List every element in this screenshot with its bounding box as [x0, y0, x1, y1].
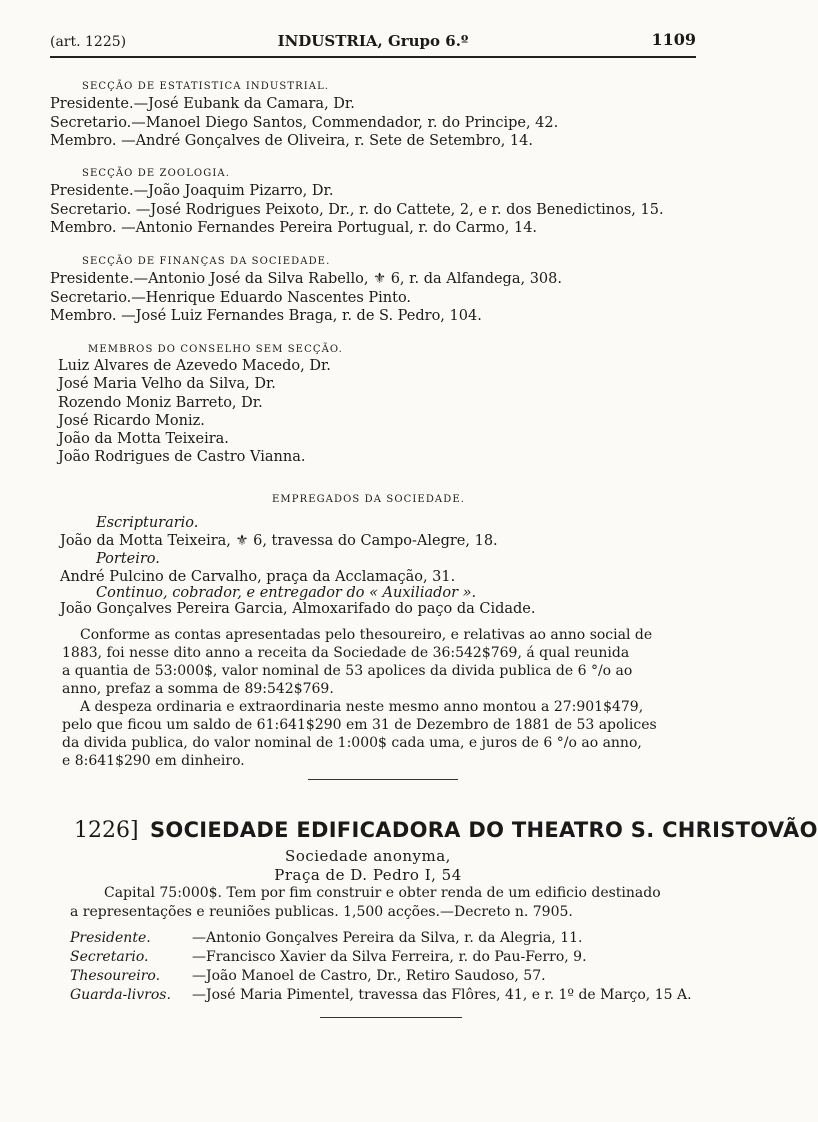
- officer-row: [70, 930, 692, 949]
- entry-number: 1226]: [74, 818, 139, 843]
- officer-row: [70, 987, 692, 1006]
- paragraph-line: anno, prefaz a somma de 89:542$769.: [62, 681, 334, 697]
- officer-role: Secretario.: [70, 949, 149, 965]
- member-line: Luiz Alvares de Azevedo Macedo, Dr.: [58, 358, 331, 374]
- paragraph-line: da divida publica, do valor nominal de 1:000$ cada uma, e juros de 6 °/o ao anno,: [62, 735, 642, 751]
- member-line: Presidente.—José Eubank da Camara, Dr.: [50, 96, 355, 112]
- paragraph-line: Conforme as contas apresentadas pelo thesoureiro, e relativas ao anno social de: [80, 627, 653, 643]
- role-label: Continuo, cobrador, e entregador do « Auxiliador ».: [96, 585, 477, 601]
- member-line: Presidente.—João Joaquim Pizarro, Dr.: [50, 183, 334, 199]
- member-line: João da Motta Teixeira.: [58, 431, 229, 447]
- officer-row: [70, 968, 692, 987]
- officer-name: —Francisco Xavier da Silva Ferreira, r. do Pau-Ferro, 9.: [192, 949, 587, 965]
- paragraph-line: pelo que ficou um saldo de 61:641$290 em 31 de Dezembro de 1881 de 53 apolices: [62, 717, 657, 733]
- member-line: Presidente.—Antonio José da Silva Rabello, ⚜ 6, r. da Alfandega, 308.: [50, 271, 562, 287]
- section-title-empregados: EMPREGADOS DA SOCIEDADE.: [272, 494, 466, 505]
- paragraph-line: A despeza ordinaria e extraordinaria neste mesmo anno montou a 27:901$479,: [80, 699, 644, 715]
- officer-name: —Antonio Gonçalves Pereira da Silva, r. da Alegria, 11.: [192, 930, 583, 946]
- entry-address: Praça de D. Pedro I, 54: [274, 866, 462, 884]
- divider: [308, 779, 458, 780]
- role-label: Porteiro.: [96, 551, 160, 567]
- paragraph-line: e 8:641$290 em dinheiro.: [62, 753, 245, 769]
- page-number: 1109: [651, 30, 696, 49]
- officer-row: [70, 949, 692, 968]
- article-range: (art. 1225): [50, 34, 127, 50]
- member-line: José Maria Velho da Silva, Dr.: [58, 376, 276, 392]
- member-line: Membro. —Antonio Fernandes Pereira Portugual, r. do Carmo, 14.: [50, 220, 538, 236]
- paragraph-line: 1883, foi nesse dito anno a receita da Sociedade de 36:542$769, á qual reunida: [62, 645, 630, 661]
- member-line: Secretario.—Manoel Diego Santos, Commendador, r. do Principe, 42.: [50, 115, 559, 131]
- divider: [320, 1017, 462, 1018]
- member-line: Secretario.—Henrique Eduardo Nascentes Pinto.: [50, 290, 412, 306]
- role-label: Escripturario.: [96, 515, 199, 531]
- employee-line: André Pulcino de Carvalho, praça da Acclamação, 31.: [60, 569, 456, 585]
- running-title: INDUSTRIA, Grupo 6.º: [277, 32, 469, 50]
- officer-role: Thesoureiro.: [70, 968, 161, 984]
- section-title-estatistica: SECÇÃO DE ESTATISTICA INDUSTRIAL.: [82, 81, 330, 92]
- entry-title: SOCIEDADE EDIFICADORA DO THEATRO S. CHRISTOVÃO: [150, 818, 818, 842]
- member-line: Rozendo Moniz Barreto, Dr.: [58, 395, 263, 411]
- section-title-conselho: MEMBROS DO CONSELHO SEM SECÇÃO.: [88, 344, 343, 355]
- member-line: João Rodrigues de Castro Vianna.: [58, 449, 306, 465]
- officer-name: —José Maria Pimentel, travessa das Flôres, 41, e r. 1º de Março, 15 A.: [192, 987, 692, 1003]
- capital-line: Capital 75:000$. Tem por fim construir e obter renda de um edificio destinado: [104, 885, 661, 901]
- capital-line: a representações e reuniões publicas. 1,500 acções.—Decreto n. 7905.: [70, 904, 573, 920]
- member-line: Secretario. —José Rodrigues Peixoto, Dr., r. do Cattete, 2, e r. dos Benedictinos, 15.: [50, 202, 664, 218]
- officer-name: —João Manoel de Castro, Dr., Retiro Saudoso, 57.: [192, 968, 546, 984]
- page-header: [50, 30, 696, 58]
- entry-type: Sociedade anonyma,: [285, 847, 451, 865]
- section-title-financas: SECÇÃO DE FINANÇAS DA SOCIEDADE.: [82, 256, 331, 267]
- paragraph-line: a quantia de 53:000$, valor nominal de 53 apolices da divida publica de 6 °/o ao: [62, 663, 633, 679]
- officer-role: Guarda-livros.: [70, 987, 171, 1003]
- section-title-zoologia: SECÇÃO DE ZOOLOGIA.: [82, 168, 230, 179]
- member-line: Membro. —José Luiz Fernandes Braga, r. de S. Pedro, 104.: [50, 308, 482, 324]
- officers-list: [70, 930, 692, 1006]
- employee-line: João Gonçalves Pereira Garcia, Almoxarifado do paço da Cidade.: [60, 601, 536, 617]
- officer-role: Presidente.: [70, 930, 151, 946]
- member-line: Membro. —André Gonçalves de Oliveira, r. Sete de Setembro, 14.: [50, 133, 533, 149]
- employee-line: João da Motta Teixeira, ⚜ 6, travessa do Campo-Alegre, 18.: [60, 533, 498, 549]
- member-line: José Ricardo Moniz.: [58, 413, 205, 429]
